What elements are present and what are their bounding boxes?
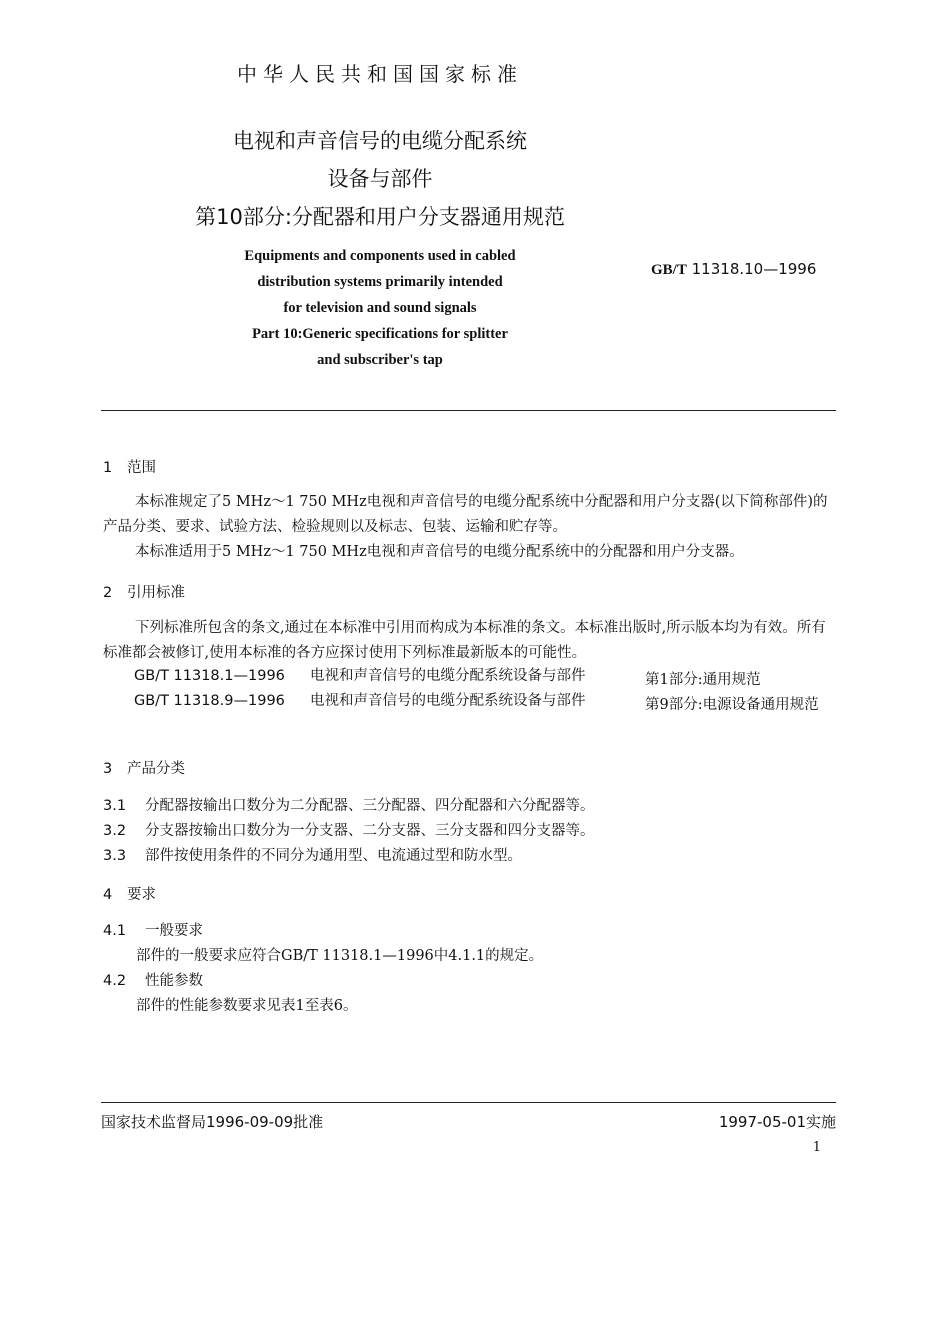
effective-date: 1997-05-01实施 xyxy=(718,1113,836,1131)
reference-title: 电视和声音信号的电缆分配系统设备与部件 xyxy=(310,668,586,684)
standard-code xyxy=(651,260,816,279)
clause-3-1 xyxy=(103,794,595,815)
section-4-heading xyxy=(103,883,156,904)
reference-code: GB/T 11318.1—1996 xyxy=(134,668,285,684)
clause-number: 4.2 xyxy=(103,973,127,989)
reference-code: GB/T 11318.9—1996 xyxy=(134,693,285,709)
section-1-paragraph-1: 本标准规定了5 MHz～1 750 MHz电视和声音信号的电缆分配系统中分配器和用户分支器(以下简称部件)的产品分类、要求、试验方法、检验规则以及标志、包装、运输和贮存等。 xyxy=(103,494,828,535)
section-1-paragraph-2: 本标准适用于5 MHz～1 750 MHz电视和声音信号的电缆分配系统中的分配器和用户分支器。 xyxy=(135,544,744,560)
section-1-heading xyxy=(103,456,156,477)
section-title: 范围 xyxy=(127,460,156,476)
english-title-line-3: for television and sound signals xyxy=(283,300,477,316)
clause-number: 4.1 xyxy=(103,923,127,939)
clause-text: 分支器按输出口数分为一分支器、二分支器、三分支器和四分支器等。 xyxy=(145,823,595,839)
section-number: 2 xyxy=(103,585,113,601)
section-2-heading xyxy=(103,581,185,602)
clause-4-2-heading xyxy=(103,969,203,990)
clause-3-2 xyxy=(103,819,595,840)
section-title: 引用标准 xyxy=(127,585,185,601)
footer-divider xyxy=(101,1102,836,1103)
clause-4-1-text: 部件的一般要求应符合GB/T 11318.1—1996中4.1.1的规定。 xyxy=(136,948,544,964)
header-divider xyxy=(101,410,836,411)
section-title: 要求 xyxy=(127,887,156,903)
reference-title: 电视和声音信号的电缆分配系统设备与部件 xyxy=(310,693,586,709)
clause-number: 3.3 xyxy=(103,848,127,864)
section-number: 3 xyxy=(103,761,113,777)
clause-title: 一般要求 xyxy=(145,923,203,939)
page-number: 1 xyxy=(812,1140,821,1155)
clause-number: 3.2 xyxy=(103,823,127,839)
section-number: 1 xyxy=(103,460,113,476)
approval-date: 国家技术监督局1996-09-09批准 xyxy=(101,1113,324,1131)
section-2-paragraph: 下列标准所包含的条文,通过在本标准中引用而构成为本标准的条文。本标准出版时,所示版本均为有效。所有标准都会被修订,使用本标准的各方应探讨使用下列标准最新版本的可能性。 xyxy=(103,620,826,661)
national-standard-heading: 中华人民共和国国家标准 xyxy=(237,62,523,86)
english-title-line-4: Part 10:Generic specifications for splitter xyxy=(252,326,508,342)
doc-title-line-2: 设备与部件 xyxy=(327,167,433,191)
section-3-heading xyxy=(103,757,185,778)
clause-4-2-text: 部件的性能参数要求见表1至表6。 xyxy=(136,998,358,1014)
reference-part: 第1部分:通用规范 xyxy=(645,672,761,688)
reference-part: 第9部分:电源设备通用规范 xyxy=(645,697,819,713)
english-title-line-2: distribution systems primarily intended xyxy=(257,274,503,290)
clause-number: 3.1 xyxy=(103,798,127,814)
clause-4-1-heading xyxy=(103,919,203,940)
english-title-line-1: Equipments and components used in cabled xyxy=(244,248,516,264)
clause-title: 性能参数 xyxy=(145,973,203,989)
section-number: 4 xyxy=(103,887,113,903)
clause-text: 分配器按输出口数分为二分配器、三分配器、四分配器和六分配器等。 xyxy=(145,798,595,814)
standard-code-prefix: GB/T xyxy=(651,262,687,278)
standard-code-number: 11318.10—1996 xyxy=(691,260,817,278)
section-title: 产品分类 xyxy=(127,761,185,777)
clause-3-3 xyxy=(103,844,522,865)
clause-text: 部件按使用条件的不同分为通用型、电流通过型和防水型。 xyxy=(145,848,522,864)
doc-title-line-1: 电视和声音信号的电缆分配系统 xyxy=(233,129,527,153)
doc-title-line-3: 第10部分:分配器和用户分支器通用规范 xyxy=(195,205,565,229)
english-title-line-5: and subscriber's tap xyxy=(317,352,443,368)
